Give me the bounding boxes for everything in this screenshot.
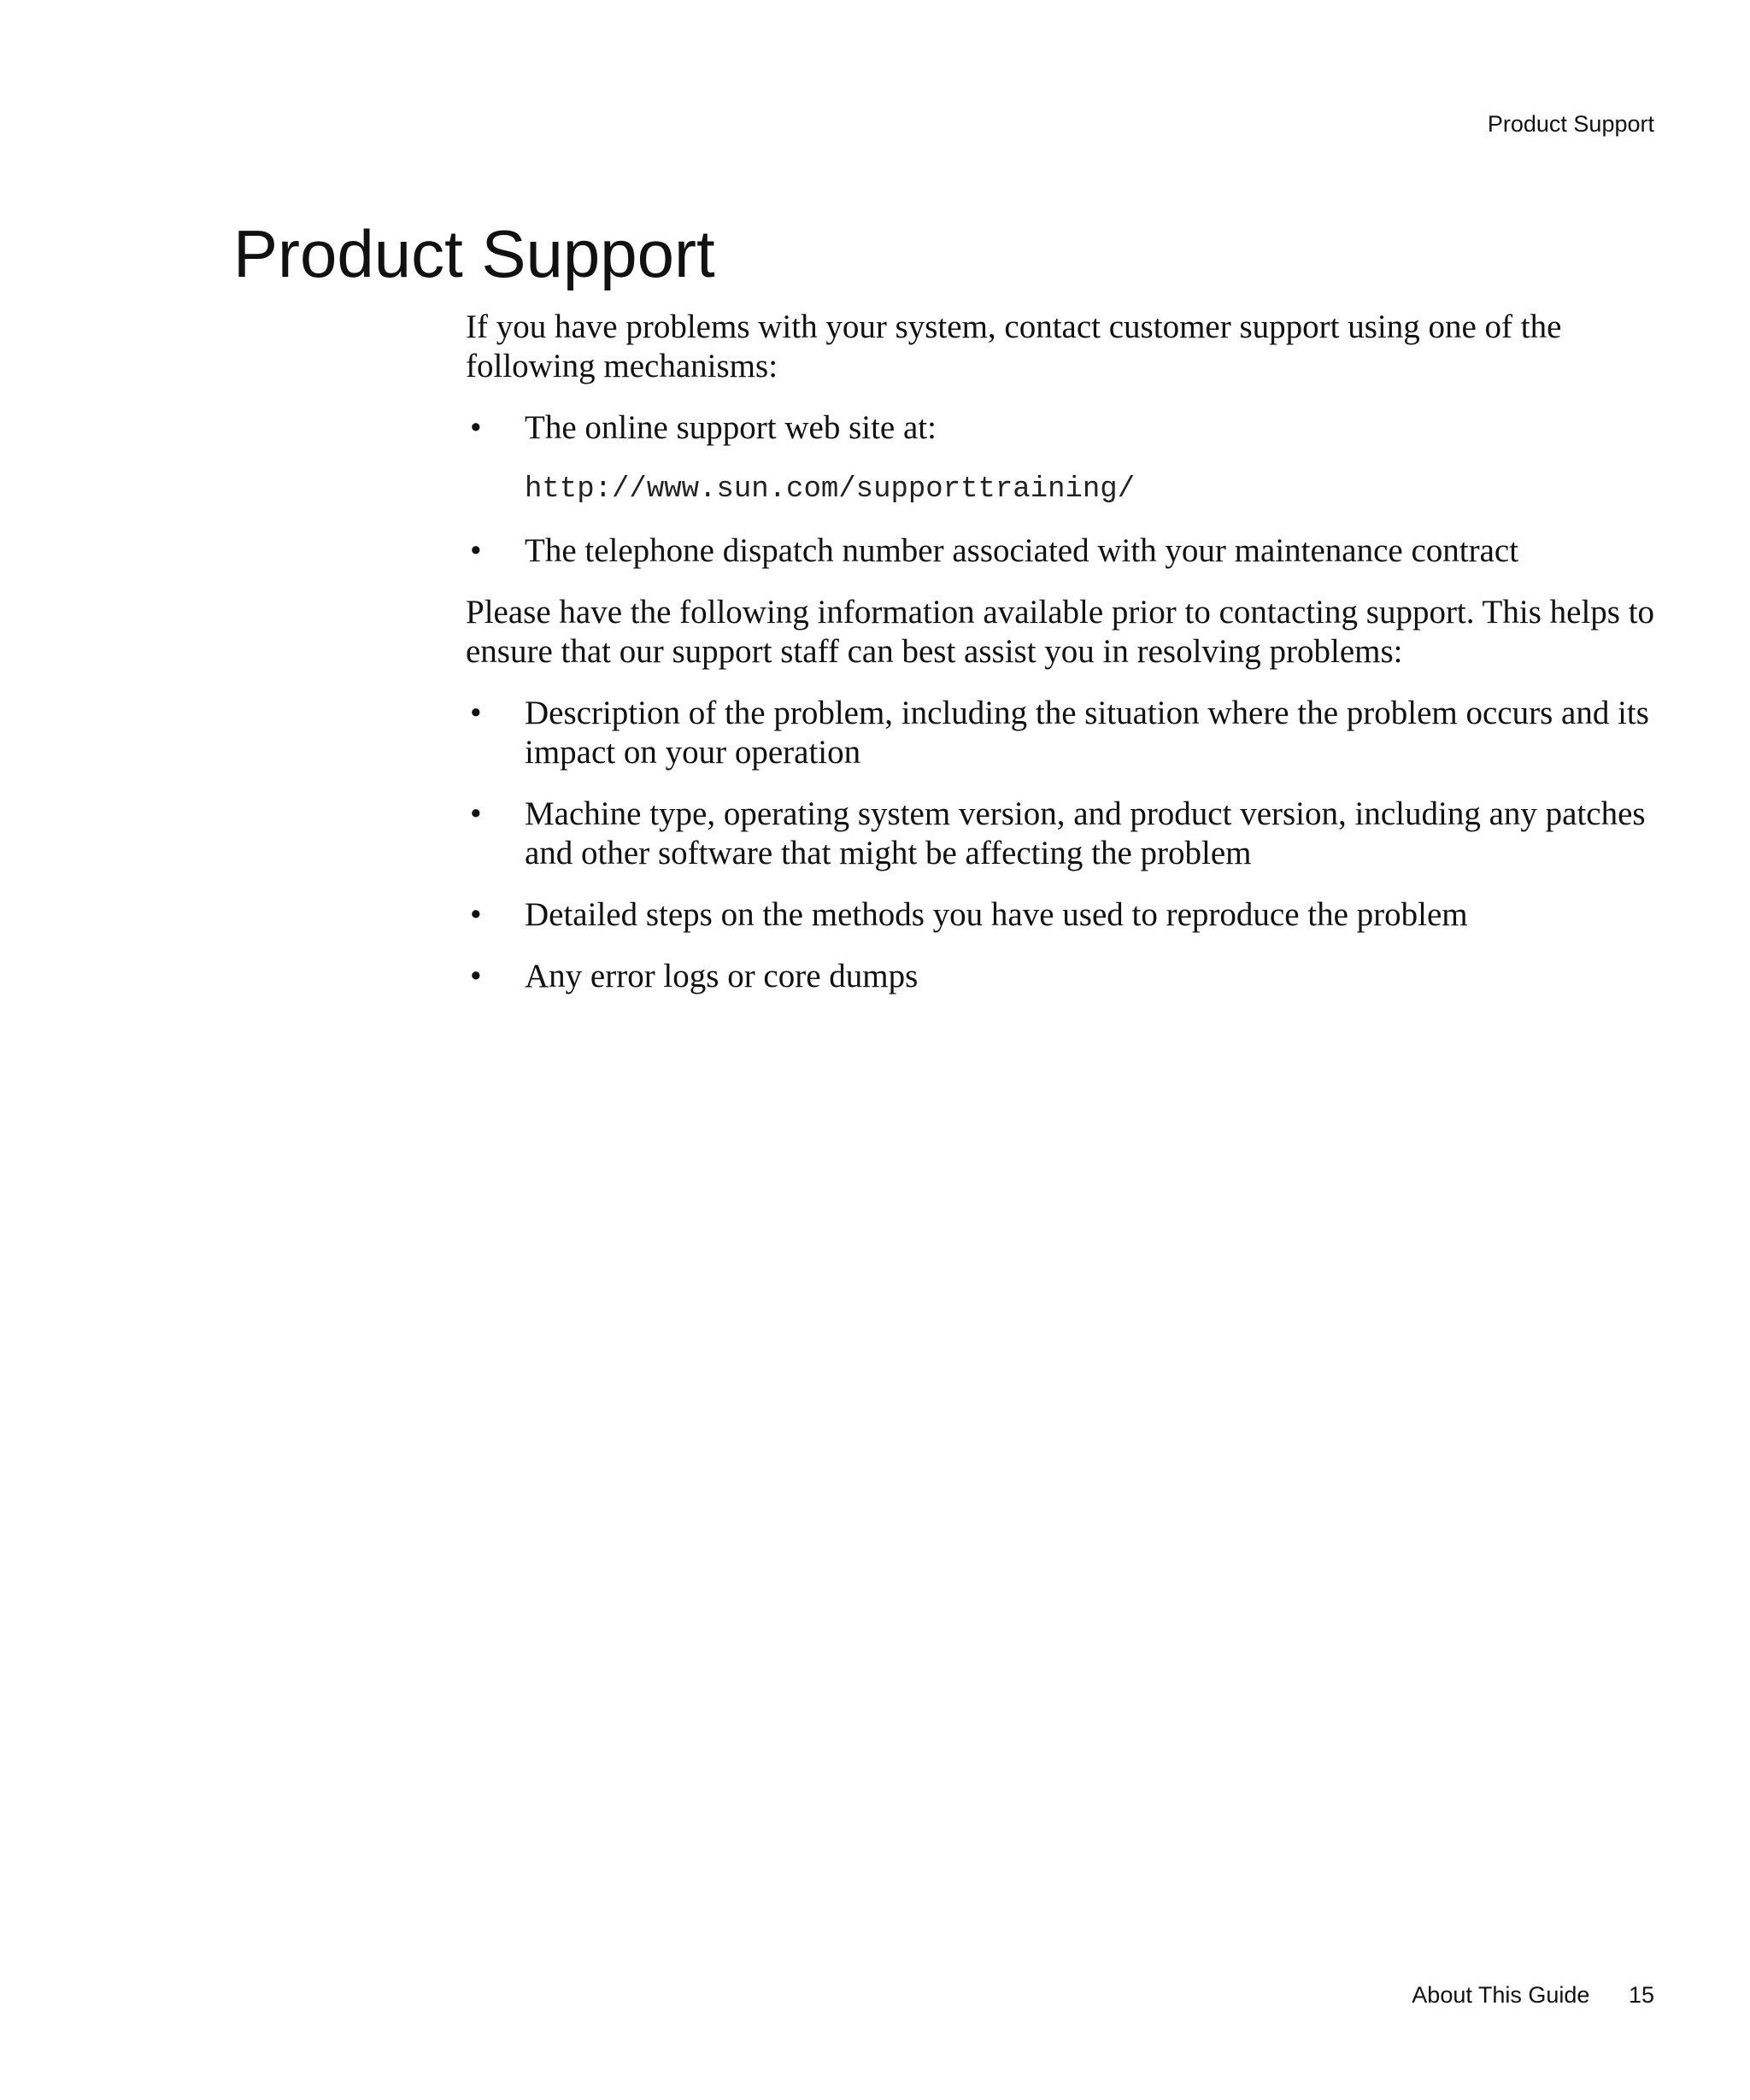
intro-paragraph: If you have problems with your system, contact customer support using one of the following mechanisms: bbox=[466, 308, 1562, 384]
bullet-icon: • bbox=[470, 409, 482, 446]
list-item bbox=[466, 408, 1671, 509]
running-header: Product Support bbox=[1487, 111, 1654, 137]
bullet-icon: • bbox=[470, 958, 482, 994]
list-item-text: Any error logs or core dumps bbox=[525, 958, 919, 994]
list-item-text: The online support web site at: bbox=[525, 409, 937, 446]
list-item bbox=[466, 531, 1671, 571]
list-item bbox=[466, 957, 1671, 996]
prep-paragraph: Please have the following information available prior to contacting support. This helps to ensure that our support staff can best assist you in resolving problems: bbox=[466, 594, 1655, 670]
list-item bbox=[466, 895, 1671, 935]
bullet-icon: • bbox=[470, 532, 482, 569]
list-item-text: Machine type, operating system version, and product version, including any patches and other software that might be affecting the problem bbox=[525, 795, 1646, 871]
list-item-text: The telephone dispatch number associated with your maintenance contract bbox=[525, 532, 1519, 569]
list-item-text: Detailed steps on the methods you have used to reproduce the problem bbox=[525, 896, 1468, 933]
running-footer bbox=[1412, 1980, 1654, 2009]
list-item-text: Description of the problem, including the situation where the problem occurs and its impact on your operation bbox=[525, 695, 1649, 771]
support-url-link[interactable]: http://www.sun.com/supporttraining/ bbox=[525, 473, 1136, 506]
bullet-icon: • bbox=[470, 795, 482, 832]
footer-section-title: About This Guide bbox=[1412, 1982, 1590, 2008]
contact-mechanism-list bbox=[466, 408, 1671, 571]
list-item bbox=[466, 795, 1671, 873]
body-column bbox=[466, 308, 1671, 1018]
page-number: 15 bbox=[1628, 1982, 1654, 2008]
page-title: Product Support bbox=[233, 216, 715, 291]
bullet-icon: • bbox=[470, 695, 482, 731]
list-item bbox=[466, 694, 1671, 772]
info-list bbox=[466, 694, 1671, 996]
bullet-icon: • bbox=[470, 896, 482, 933]
